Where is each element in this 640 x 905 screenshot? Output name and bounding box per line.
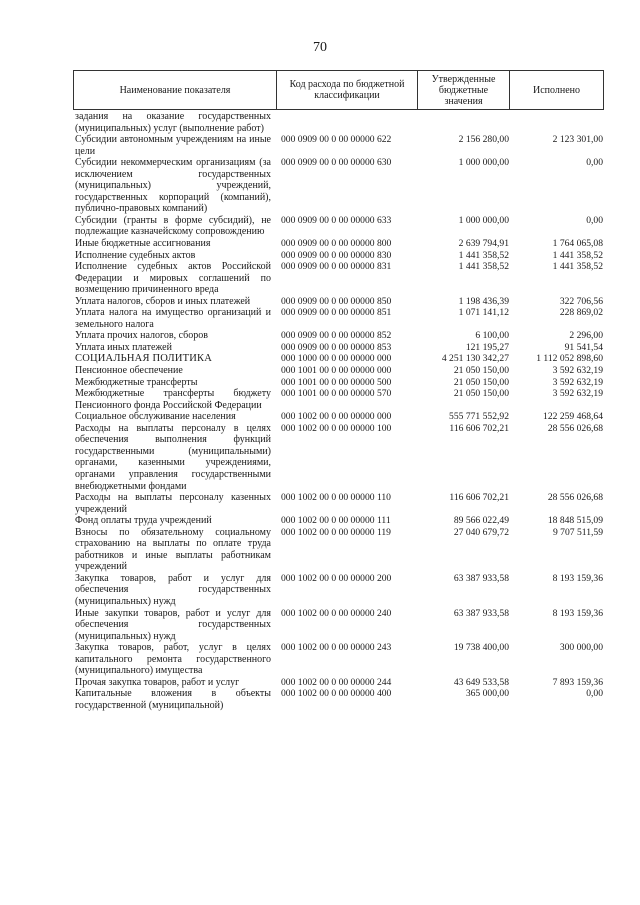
row-code: 000 0909 00 0 00 00000 850	[281, 295, 392, 307]
row-name: задания на оказание государственных (муниципальных) услуг (выполнение работ)	[75, 111, 271, 134]
row-code: 000 0909 00 0 00 00000 852	[281, 330, 392, 342]
header-executed: Исполнено	[509, 71, 603, 109]
row-approved: 19 738 400,00	[453, 642, 509, 654]
row-approved: 1 441 358,52	[458, 261, 509, 273]
page-number: 70	[313, 40, 327, 55]
row-name: Расходы на выплаты персоналу в целях обеспечения выполнения функций государственными (муниципальными) органами, казенными учреждениями, органами управления государственными внебюджетными фондами	[75, 422, 271, 492]
table-row	[75, 365, 603, 377]
row-executed: 1 112 052 898,60	[536, 353, 603, 365]
row-executed: 300 000,00	[559, 642, 603, 654]
row-name: Уплата налога на имущество организаций и земельного налога	[75, 307, 271, 330]
row-approved: 1 071 141,12	[458, 307, 509, 319]
row-approved: 116 606 702,21	[449, 492, 509, 504]
row-approved: 2 156 280,00	[458, 134, 509, 146]
row-code: 000 1002 00 0 00 00000 244	[281, 676, 392, 688]
row-code: 000 0909 00 0 00 00000 830	[281, 249, 392, 261]
row-approved: 1 000 000,00	[458, 214, 509, 226]
row-executed: 122 259 468,64	[543, 411, 603, 423]
table-row	[75, 330, 603, 342]
row-name: Субсидии автономным учреждениям на иные цели	[75, 134, 271, 157]
row-name: Фонд оплаты труда учреждений	[75, 515, 212, 527]
row-name: Уплата налогов, сборов и иных платежей	[75, 295, 251, 307]
table-row	[75, 238, 603, 250]
table-row	[75, 492, 603, 515]
row-name: Пенсионное обеспечение	[75, 365, 183, 377]
table-row	[75, 388, 603, 411]
row-approved: 21 050 150,00	[453, 388, 509, 400]
table-row	[75, 377, 603, 389]
row-code: 000 0909 00 0 00 00000 630	[281, 157, 392, 169]
row-executed: 91 541,54	[564, 341, 603, 353]
row-executed: 9 707 511,59	[552, 526, 603, 538]
row-executed: 3 592 632,19	[552, 388, 603, 400]
row-approved: 63 387 933,58	[453, 607, 509, 619]
row-executed: 0,00	[586, 157, 603, 169]
row-code: 000 0909 00 0 00 00000 851	[281, 307, 392, 319]
row-executed: 1 441 358,52	[552, 261, 603, 273]
row-name: Исполнение судебных актов Российской Федерации и мировых соглашений по возмещению причиненного вреда	[75, 261, 271, 296]
table-row	[75, 261, 603, 296]
row-executed: 8 193 159,36	[552, 607, 603, 619]
row-code: 000 1001 00 0 00 00000 500	[281, 376, 392, 388]
row-executed: 28 556 026,68	[547, 492, 603, 504]
table-row	[75, 307, 603, 330]
row-name: СОЦИАЛЬНАЯ ПОЛИТИКА	[75, 353, 213, 365]
table-row	[75, 353, 603, 365]
row-executed: 28 556 026,68	[547, 422, 603, 434]
row-executed	[509, 111, 603, 134]
row-executed: 228 869,02	[559, 307, 603, 319]
table-row	[75, 423, 603, 492]
row-code: 000 1002 00 0 00 00000 100	[281, 422, 392, 434]
row-approved: 21 050 150,00	[453, 365, 509, 377]
row-approved	[417, 111, 509, 134]
table-row	[75, 411, 603, 423]
row-approved: 121 195,27	[465, 341, 509, 353]
row-code: 000 1000 00 0 00 00000 000	[281, 353, 392, 365]
row-code: 000 1002 00 0 00 00000 119	[281, 526, 391, 538]
row-name: Субсидии (гранты в форме субсидий), не подлежащие казначейскому сопровождению	[75, 214, 271, 238]
table-row	[75, 134, 603, 157]
table-row	[75, 111, 603, 134]
row-executed: 3 592 632,19	[552, 376, 603, 388]
row-approved: 89 566 022,49	[453, 515, 509, 527]
row-code: 000 1002 00 0 00 00000 110	[281, 492, 391, 504]
row-approved: 43 649 533,58	[453, 676, 509, 688]
row-name: Прочая закупка товаров, работ и услуг	[75, 676, 240, 688]
row-approved: 6 100,00	[475, 330, 509, 342]
table-row	[75, 515, 603, 527]
row-code: 000 1002 00 0 00 00000 240	[281, 607, 392, 619]
row-code: 000 0909 00 0 00 00000 853	[281, 341, 392, 353]
row-approved: 2 639 794,91	[458, 238, 509, 250]
row-executed: 1 764 065,08	[552, 238, 603, 250]
row-executed: 7 893 159,36	[552, 676, 603, 688]
row-code	[271, 111, 417, 134]
row-name: Уплата иных платежей	[75, 341, 172, 353]
table-row	[75, 677, 603, 689]
header-approved: Утвержденные бюджетные значения	[417, 71, 509, 109]
row-executed: 18 848 515,09	[547, 515, 603, 527]
row-name: Межбюджетные трансферты бюджету Пенсионного фонда Российской Федерации	[75, 388, 271, 411]
row-code: 000 0909 00 0 00 00000 633	[281, 214, 392, 226]
row-code: 000 1001 00 0 00 00000 570	[281, 388, 392, 400]
table-row	[75, 527, 603, 573]
row-name: Межбюджетные трансферты	[75, 376, 198, 388]
table-row	[75, 608, 603, 643]
header-name: Наименование показателя	[119, 84, 231, 96]
row-name: Субсидии некоммерческим организациям (за исключением государственных (муниципальных) учреждений, государственных корпораций (компаний), публично-правовых компаний)	[75, 157, 271, 215]
table-header	[73, 70, 604, 110]
row-code: 000 1002 00 0 00 00000 400	[281, 688, 392, 700]
row-name: Уплата прочих налогов, сборов	[75, 330, 208, 342]
row-name: Иные закупки товаров, работ и услуг для обеспечения государственных (муниципальных) нужд	[75, 607, 271, 642]
row-name: Закупка товаров, работ и услуг для обеспечения государственных (муниципальных) нужд	[75, 572, 271, 607]
row-approved: 1 198 436,39	[458, 295, 509, 307]
row-code: 000 1002 00 0 00 00000 111	[281, 515, 391, 527]
row-executed: 322 706,56	[559, 295, 603, 307]
row-approved: 21 050 150,00	[453, 376, 509, 388]
table-row	[75, 342, 603, 354]
table-row	[75, 215, 603, 238]
row-name: Капитальные вложения в объекты государственной (муниципальной)	[75, 688, 271, 711]
row-name: Иные бюджетные ассигнования	[75, 238, 211, 250]
table-row	[75, 688, 603, 711]
row-approved: 27 040 679,72	[453, 526, 509, 538]
row-code: 000 0909 00 0 00 00000 831	[281, 261, 392, 273]
row-code: 000 1001 00 0 00 00000 000	[281, 365, 392, 377]
row-code: 000 0909 00 0 00 00000 622	[281, 134, 392, 146]
row-executed: 8 193 159,36	[552, 572, 603, 584]
row-name: Расходы на выплаты персоналу казенных учреждений	[75, 492, 271, 515]
row-executed: 1 441 358,52	[552, 249, 603, 261]
row-name: Взносы по обязательному социальному страхованию на выплаты по оплате труда работников и иные выплаты работникам учреждений	[75, 526, 271, 573]
row-code: 000 0909 00 0 00 00000 800	[281, 238, 392, 250]
row-approved: 555 771 552,92	[449, 411, 509, 423]
row-approved: 365 000,00	[465, 688, 509, 700]
row-code: 000 1002 00 0 00 00000 000	[281, 411, 392, 423]
row-executed: 0,00	[586, 688, 603, 700]
row-executed: 0,00	[586, 214, 603, 226]
table-row	[75, 296, 603, 308]
row-name: Исполнение судебных актов	[75, 249, 196, 261]
table-row	[75, 157, 603, 215]
table-row	[75, 573, 603, 608]
row-executed: 2 296,00	[569, 330, 603, 342]
table-row	[75, 250, 603, 262]
header-code: Код расхода по бюджетной классификации	[276, 71, 417, 109]
row-approved: 1 441 358,52	[458, 249, 509, 261]
table-body	[75, 111, 603, 711]
row-name: Закупка товаров, работ, услуг в целях капитального ремонта государственного (муниципального) имущества	[75, 642, 271, 677]
row-code: 000 1002 00 0 00 00000 200	[281, 572, 392, 584]
row-executed: 2 123 301,00	[552, 134, 603, 146]
row-approved: 116 606 702,21	[449, 422, 509, 434]
row-approved: 63 387 933,58	[453, 572, 509, 584]
row-name: Социальное обслуживание населения	[75, 411, 236, 423]
row-executed: 3 592 632,19	[552, 365, 603, 377]
table-row	[75, 642, 603, 677]
row-approved: 1 000 000,00	[458, 157, 509, 169]
row-code: 000 1002 00 0 00 00000 243	[281, 642, 392, 654]
row-approved: 4 251 130 342,27	[441, 353, 509, 365]
